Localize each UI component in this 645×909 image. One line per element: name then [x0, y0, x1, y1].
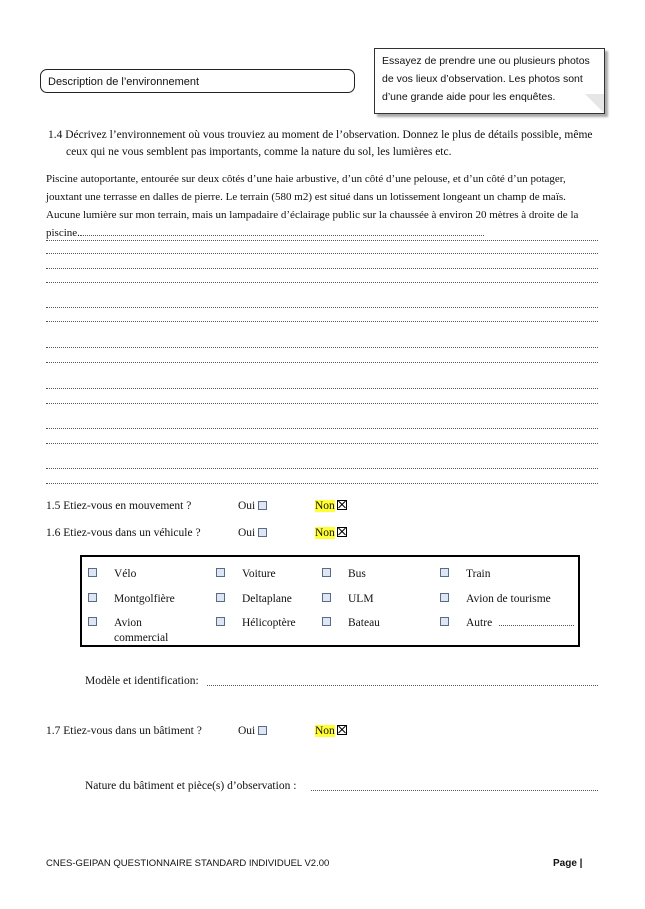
question-text: Etiez-vous en mouvement ?: [63, 500, 192, 512]
option-label: Autre: [466, 617, 493, 629]
q16-yes-option[interactable]: [238, 527, 267, 539]
footer-document-title: CNES-GEIPAN QUESTIONNAIRE STANDARD INDIVIDUEL V2.00: [46, 858, 330, 869]
question-number: 1.6: [46, 527, 61, 539]
checkbox[interactable]: [322, 617, 331, 626]
section-title: Description de l’environnement: [48, 76, 200, 88]
answer-line[interactable]: [46, 268, 598, 269]
checkbox[interactable]: [440, 617, 449, 626]
q16-no-option[interactable]: [315, 527, 347, 539]
environment-answer-text: Piscine autoportante, entourée sur deux côtés d’une haie arbustive, d’un côté d’une pelouse, et d’un côté d’un potager, jouxtant une terrasse en dalles de pierre. Le terrain (580 m2) est situé dans un lotissement longeant un champ de maïs. Aucune lumière sur mon terrain, mais un lampadaire d’éclairage public sur la chaussée à environ 20 mètres à droite de la piscine.: [46, 173, 579, 239]
checkbox[interactable]: [216, 617, 225, 626]
footer-page-number: Page |: [553, 858, 583, 869]
question-1-6: [46, 527, 201, 539]
answer-line[interactable]: [46, 468, 598, 469]
photo-tip-note: [374, 48, 605, 114]
yes-label: Oui: [238, 527, 256, 539]
q15-yes-option[interactable]: [238, 500, 267, 512]
vehicle-type-box: [80, 555, 580, 647]
question-text: Etiez-vous dans un bâtiment ?: [63, 725, 202, 737]
answer-line[interactable]: [46, 483, 598, 484]
answer-line[interactable]: [46, 253, 598, 254]
checkbox[interactable]: [440, 593, 449, 602]
option-label: Avion commercial: [114, 617, 169, 644]
question-text: Etiez-vous dans un véhicule ?: [63, 527, 201, 539]
yes-checkbox[interactable]: [258, 501, 267, 510]
answer-dotted-line: [80, 235, 484, 236]
answer-line[interactable]: [46, 403, 598, 404]
no-label: Non: [315, 500, 335, 512]
building-nature-label: Nature du bâtiment et pièce(s) d’observation :: [85, 780, 297, 792]
q17-yes-option[interactable]: [238, 725, 267, 737]
option-label: Deltaplane: [242, 593, 292, 605]
yes-checkbox[interactable]: [258, 726, 267, 735]
option-label: Vélo: [114, 568, 137, 580]
answer-line[interactable]: [46, 347, 598, 348]
option-label: Bus: [348, 568, 366, 580]
question-number: 1.7: [46, 725, 61, 737]
answer-line[interactable]: [46, 240, 598, 241]
question-1-4: [48, 127, 600, 161]
answer-line[interactable]: [46, 388, 598, 389]
checkbox[interactable]: [88, 568, 97, 577]
model-identification-input[interactable]: [207, 685, 598, 686]
answer-line[interactable]: [46, 282, 598, 283]
no-checkbox-checked[interactable]: [337, 725, 347, 735]
question-number: 1.5: [46, 500, 61, 512]
answer-line[interactable]: [46, 443, 598, 444]
yes-checkbox[interactable]: [258, 528, 267, 537]
q15-no-option[interactable]: [315, 500, 347, 512]
yes-label: Oui: [238, 500, 256, 512]
checkbox[interactable]: [440, 568, 449, 577]
question-text: Décrivez l’environnement où vous trouviez au moment de l’observation. Donnez le plus de détails possible, même ceux qui ne vous semblent pas importants, comme la nature du sol, les lumières etc.: [65, 129, 593, 158]
no-label: Non: [315, 527, 335, 539]
environment-answer[interactable]: [46, 170, 598, 242]
checkbox[interactable]: [88, 617, 97, 626]
checkbox[interactable]: [216, 593, 225, 602]
option-label: Avion de tourisme: [466, 593, 551, 605]
no-label: Non: [315, 725, 335, 737]
option-label: ULM: [348, 593, 374, 605]
question-number: 1.4: [48, 129, 63, 141]
answer-line[interactable]: [46, 321, 598, 322]
answer-line[interactable]: [46, 307, 598, 308]
no-checkbox-checked[interactable]: [337, 527, 347, 537]
checkbox[interactable]: [322, 593, 331, 602]
checkbox[interactable]: [322, 568, 331, 577]
option-label: Bateau: [348, 617, 380, 629]
answer-line[interactable]: [46, 362, 598, 363]
option-label: Hélicoptère: [242, 617, 296, 629]
building-nature-input[interactable]: [311, 790, 598, 791]
no-checkbox-checked[interactable]: [337, 500, 347, 510]
photo-tip-text: Essayez de prendre une ou plusieurs photos de vos lieux d’observation. Les photos sont d’une grande aide pour les enquêtes.: [382, 55, 590, 103]
question-1-5: [46, 500, 191, 512]
option-label: Montgolfière: [114, 593, 175, 605]
checkbox[interactable]: [88, 593, 97, 602]
checkbox[interactable]: [216, 568, 225, 577]
answer-line[interactable]: [46, 428, 598, 429]
option-label: Train: [466, 568, 491, 580]
question-1-7: [46, 725, 202, 737]
yes-label: Oui: [238, 725, 256, 737]
model-identification-label: Modèle et identification:: [85, 675, 199, 687]
option-label: Voiture: [242, 568, 276, 580]
section-title-box: [40, 69, 355, 93]
autre-input-line[interactable]: [499, 625, 574, 626]
q17-no-option[interactable]: [315, 725, 347, 737]
